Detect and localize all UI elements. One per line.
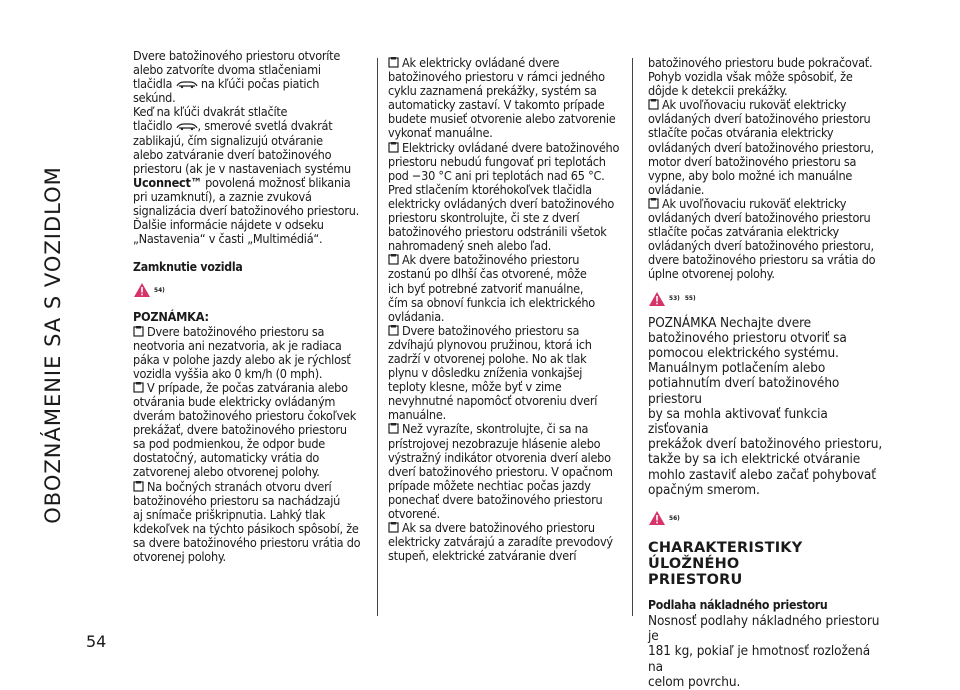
- text-line: [388, 324, 628, 338]
- text-line: nahromadený sneh alebo ľad.: [388, 238, 552, 254]
- subheading-vehicle-locking: Zamknutie vozidla: [133, 260, 243, 275]
- text-line: [133, 119, 375, 133]
- text-line: prípade môžete nechtiac počas jazdy: [388, 477, 591, 493]
- text-line: batožinového priestoru otvoriť sa: [648, 329, 847, 346]
- text-fragment: Ak sa dvere batožinového priestoru: [402, 520, 595, 536]
- text-fragment: Dvere batožinového priestoru sa: [147, 323, 325, 339]
- text-line: priestoru skontrolujte, či ste z dverí: [388, 210, 580, 226]
- text-line: 181 kg, pokiaľ je hmotnosť rozložená na: [648, 643, 871, 675]
- bullet-icon: [388, 423, 399, 434]
- text-line: ich byť potrebné zatvoriť manuálne,: [388, 280, 584, 296]
- footnote-ref: 53): [669, 294, 680, 303]
- bullet-icon: [133, 326, 144, 337]
- bullet-icon: [388, 325, 399, 336]
- column-divider-left: [377, 58, 378, 616]
- text-line: zdvíhajú plynovou pružinou, ktorá ich: [388, 336, 592, 352]
- text-line: [133, 480, 375, 494]
- text-line: prístrojovej nezobrazuje hlásenie alebo: [388, 435, 601, 451]
- text-line: pod −30 °C ani pri teplotách nad 65 °C.: [388, 167, 605, 183]
- text-line: nevyhnutné napomôcť otvoreniu dverí: [388, 393, 598, 409]
- text-line: vypne, aby bolo možné ich manuálne: [648, 167, 853, 183]
- text-line: [388, 56, 628, 70]
- text-line: celom povrchu.: [648, 673, 741, 690]
- text-line: dôjde k detekcii prekážky.: [648, 83, 788, 99]
- text-fragment: tlačidla: [133, 76, 173, 92]
- text-fragment: Elektricky ovládané dvere batožinového: [402, 139, 620, 155]
- bullet-icon: [648, 99, 659, 110]
- text-line: páka v polohe jazdy alebo ak je rýchlosť: [133, 351, 351, 367]
- text-line: otvorenej polohy.: [133, 549, 226, 564]
- bullet-icon: [648, 198, 659, 209]
- text-line: sekúnd.: [133, 90, 176, 106]
- text-line: budete musieť otvorenie alebo zatvorenie: [388, 111, 616, 127]
- text-line: elektricky ovládaných dverí batožinového: [388, 195, 615, 211]
- text-line: [648, 98, 888, 112]
- text-line: [388, 253, 628, 267]
- text-line: elektricky zatvárajú a zaradíte prevodový: [388, 534, 613, 550]
- bullet-icon: [133, 481, 144, 492]
- text-line: kdekoľvek na týchto pásikoch spôsobí, že: [133, 520, 359, 536]
- text-line: prekážať, dvere batožinového priestoru: [133, 422, 347, 438]
- text-line: [133, 381, 375, 395]
- warning-triangle-icon: [133, 282, 151, 298]
- text-line: Keď na kľúči dvakrát stlačíte: [133, 104, 288, 120]
- text-line: čím sa obnoví funkcia ich elektrického: [388, 294, 595, 310]
- section-heading: PRIESTORU: [648, 571, 743, 588]
- text-line: manuálne.: [388, 407, 446, 423]
- text-fragment: Dvere batožinového priestoru sa: [402, 322, 580, 338]
- text-line: aj snímače priškripnutia. Lahký tlak: [133, 506, 326, 522]
- bullet-icon: [388, 57, 399, 68]
- text-line: teploty klesne, môže byť v zime: [388, 379, 562, 395]
- text-line: potiahnutím dverí batožinového priestoru: [648, 375, 840, 407]
- footnote-ref: 55): [684, 294, 696, 303]
- text-line: ovládaných dverí batožinového priestoru: [648, 111, 871, 127]
- text-line: „Nastavenia“ v časti „Multimédiá“.: [133, 231, 323, 247]
- text-line: Dvere batožinového priestoru otvoríte: [133, 48, 341, 63]
- text-line: batožinového priestoru bude pokračovať.: [648, 55, 873, 70]
- text-fragment: , smerové svetlá dvakrát: [197, 118, 333, 134]
- text-line: Pred stlačením ktoréhokoľvek tlačidla: [388, 181, 592, 197]
- brand-name: Uconnect™: [133, 174, 202, 190]
- text-line: ponechať dvere batožinového priestoru: [388, 491, 603, 507]
- text-line: opačným smerom.: [648, 481, 760, 498]
- text-line: automaticky zastaví. V takomto prípade: [388, 97, 605, 113]
- text-fragment: tlačidlo: [133, 118, 173, 134]
- warning-reference: [648, 510, 888, 526]
- text-line: takže by sa ich elektrické otváranie: [648, 451, 861, 468]
- text-line: stlačíte počas zatvárania elektricky: [648, 224, 840, 240]
- text-line: cyklu zaznamená prekážky, systém sa: [388, 83, 597, 99]
- text-line: stupeň, elektrické zatváranie dverí: [388, 548, 577, 564]
- text-line: plynu v dôsledku zníženia vonkajšej: [388, 365, 583, 381]
- text-line: pri uzamknutí), a zaznie zvuková: [133, 188, 312, 204]
- text-line: úplne otvorenej polohy.: [648, 266, 775, 282]
- text-line: [133, 325, 375, 339]
- warning-reference: [133, 282, 375, 298]
- warning-triangle-icon: [648, 291, 666, 307]
- text-fragment: na kľúči počas piatich: [200, 76, 320, 92]
- note-title: POZNÁMKA:: [133, 309, 209, 325]
- text-fragment: Než vyrazíte, skontrolujte, či sa na: [402, 421, 589, 437]
- text-fragment: povolená možnosť blikania: [201, 174, 351, 190]
- text-line: ovládaných dverí batožinového priestoru: [648, 210, 871, 226]
- text-line: mohlo zastaviť alebo začať pohybovať: [648, 466, 876, 483]
- text-line: ovládania.: [388, 308, 445, 324]
- section-heading: CHARAKTERISTIKY ÚLOŽNÉHO: [648, 539, 803, 572]
- text-fragment: Na bočných stranách otvoru dverí: [147, 478, 332, 494]
- text-line: [388, 521, 628, 535]
- footnote-ref: 56): [669, 513, 680, 522]
- warning-triangle-icon: [648, 510, 666, 526]
- text-column-3: [648, 56, 888, 690]
- footnote-ref: 54): [154, 286, 165, 295]
- text-line: Pohyb vozidla však môže spôsobiť, že: [648, 69, 853, 85]
- text-line: POZNÁMKA Nechajte dvere: [648, 314, 812, 331]
- text-line: batožinového priestoru sa nachádzajú: [133, 492, 341, 508]
- text-line: priestoru nebudú fungovať pri teplotách: [388, 153, 606, 169]
- text-line: výstražný indikátor otvorenia dverí alebo: [388, 449, 611, 465]
- text-line: Nosnosť podlahy nákladného priestoru je: [648, 613, 880, 645]
- text-fragment: Ak elektricky ovládané dvere: [402, 55, 560, 70]
- text-line: otvárania bude elektricky ovládaným: [133, 393, 336, 409]
- text-line: ovládanie.: [648, 181, 705, 197]
- text-column-2: [388, 56, 628, 563]
- text-line: zostanú po dlhší čas otvorené, môže: [388, 266, 587, 282]
- text-line: neotvoria ani nezatvoria, ak je radiaca: [133, 337, 342, 353]
- bullet-icon: [388, 254, 399, 265]
- text-line: [133, 176, 375, 190]
- text-line: sa dvere batožinového priestoru vrátia do: [133, 534, 361, 550]
- text-line: vozidla vyššia ako 0 km/h (0 mph).: [133, 365, 323, 381]
- text-line: batožinového priestoru odstránili všetok: [388, 224, 607, 240]
- paragraph: [648, 614, 888, 690]
- column-divider-right: [632, 58, 633, 616]
- text-fragment: V prípade, že počas zatvárania alebo: [147, 379, 348, 395]
- text-line: ovládaných dverí batožinového priestoru,: [648, 139, 874, 155]
- text-line: dverí batožinového priestoru. V opačnom: [388, 463, 613, 479]
- bullet-icon: [388, 142, 399, 153]
- text-line: stlačíte počas otvárania elektricky: [648, 125, 834, 141]
- text-line: motor dverí batožinového priestoru sa: [648, 153, 857, 169]
- note-block: [648, 316, 888, 498]
- text-line: prekážok dverí batožinového priestoru,: [648, 436, 883, 453]
- bullet-icon: [133, 382, 144, 393]
- text-line: dvere batožinového priestoru sa vrátia do: [648, 252, 876, 268]
- section-side-title: OBOZNÁMENIE SA S VOZIDLOM: [41, 166, 65, 524]
- text-line: Ďalšie informácie nájdete v odseku: [133, 217, 324, 233]
- text-line: dostatočný, automaticky vrátia do: [133, 450, 320, 466]
- warning-reference: [648, 291, 888, 307]
- text-line: by sa mohla aktivovať funkcia zisťovania: [648, 405, 828, 437]
- subheading-cargo-floor: Podlaha nákladného priestoru: [648, 597, 828, 612]
- text-line: [648, 197, 888, 211]
- text-line: signalizácia dverí batožinového priestoru.: [133, 203, 360, 219]
- text-line: ovládaných dverí batožinového priestoru,: [648, 238, 874, 254]
- text-line: alebo zatváranie dverí batožinového: [133, 146, 332, 162]
- text-line: Manuálnym potlačením alebo: [648, 360, 826, 377]
- tailgate-key-icon: [176, 80, 198, 89]
- bullet-icon: [388, 522, 399, 533]
- text-line: otvorené.: [388, 506, 440, 521]
- text-line: dverám batožinového priestoru čokoľvek: [133, 408, 357, 424]
- page-number: 54: [86, 632, 107, 651]
- tailgate-key-icon: [176, 122, 198, 131]
- text-line: zadrží v otvorenej polohe. No ak tlak: [388, 350, 587, 366]
- text-line: zatvorenej alebo otvorenej polohy.: [133, 464, 320, 480]
- text-column-1: [133, 49, 375, 564]
- text-line: priestoru (ak je v nastaveniach systému: [133, 160, 351, 176]
- text-line: zablikajú, čím signalizujú otváranie: [133, 132, 323, 148]
- text-line: sa pod podmienkou, že odpor bude: [133, 436, 326, 452]
- text-line: vykonať manuálne.: [388, 125, 493, 141]
- text-fragment: Ak uvoľňovaciu rukoväť elektricky: [662, 97, 847, 113]
- text-fragment: Ak uvoľňovaciu rukoväť elektricky: [662, 195, 847, 211]
- text-line: [388, 422, 628, 436]
- text-line: alebo zatvoríte dvoma stlačeniami: [133, 62, 321, 78]
- text-line: [388, 141, 628, 155]
- text-fragment: Ak dvere batožinového priestoru: [402, 252, 580, 268]
- text-line: pomocou elektrického systému.: [648, 344, 839, 361]
- text-line: [133, 77, 375, 91]
- text-line: batožinového priestoru v rámci jedného: [388, 69, 605, 85]
